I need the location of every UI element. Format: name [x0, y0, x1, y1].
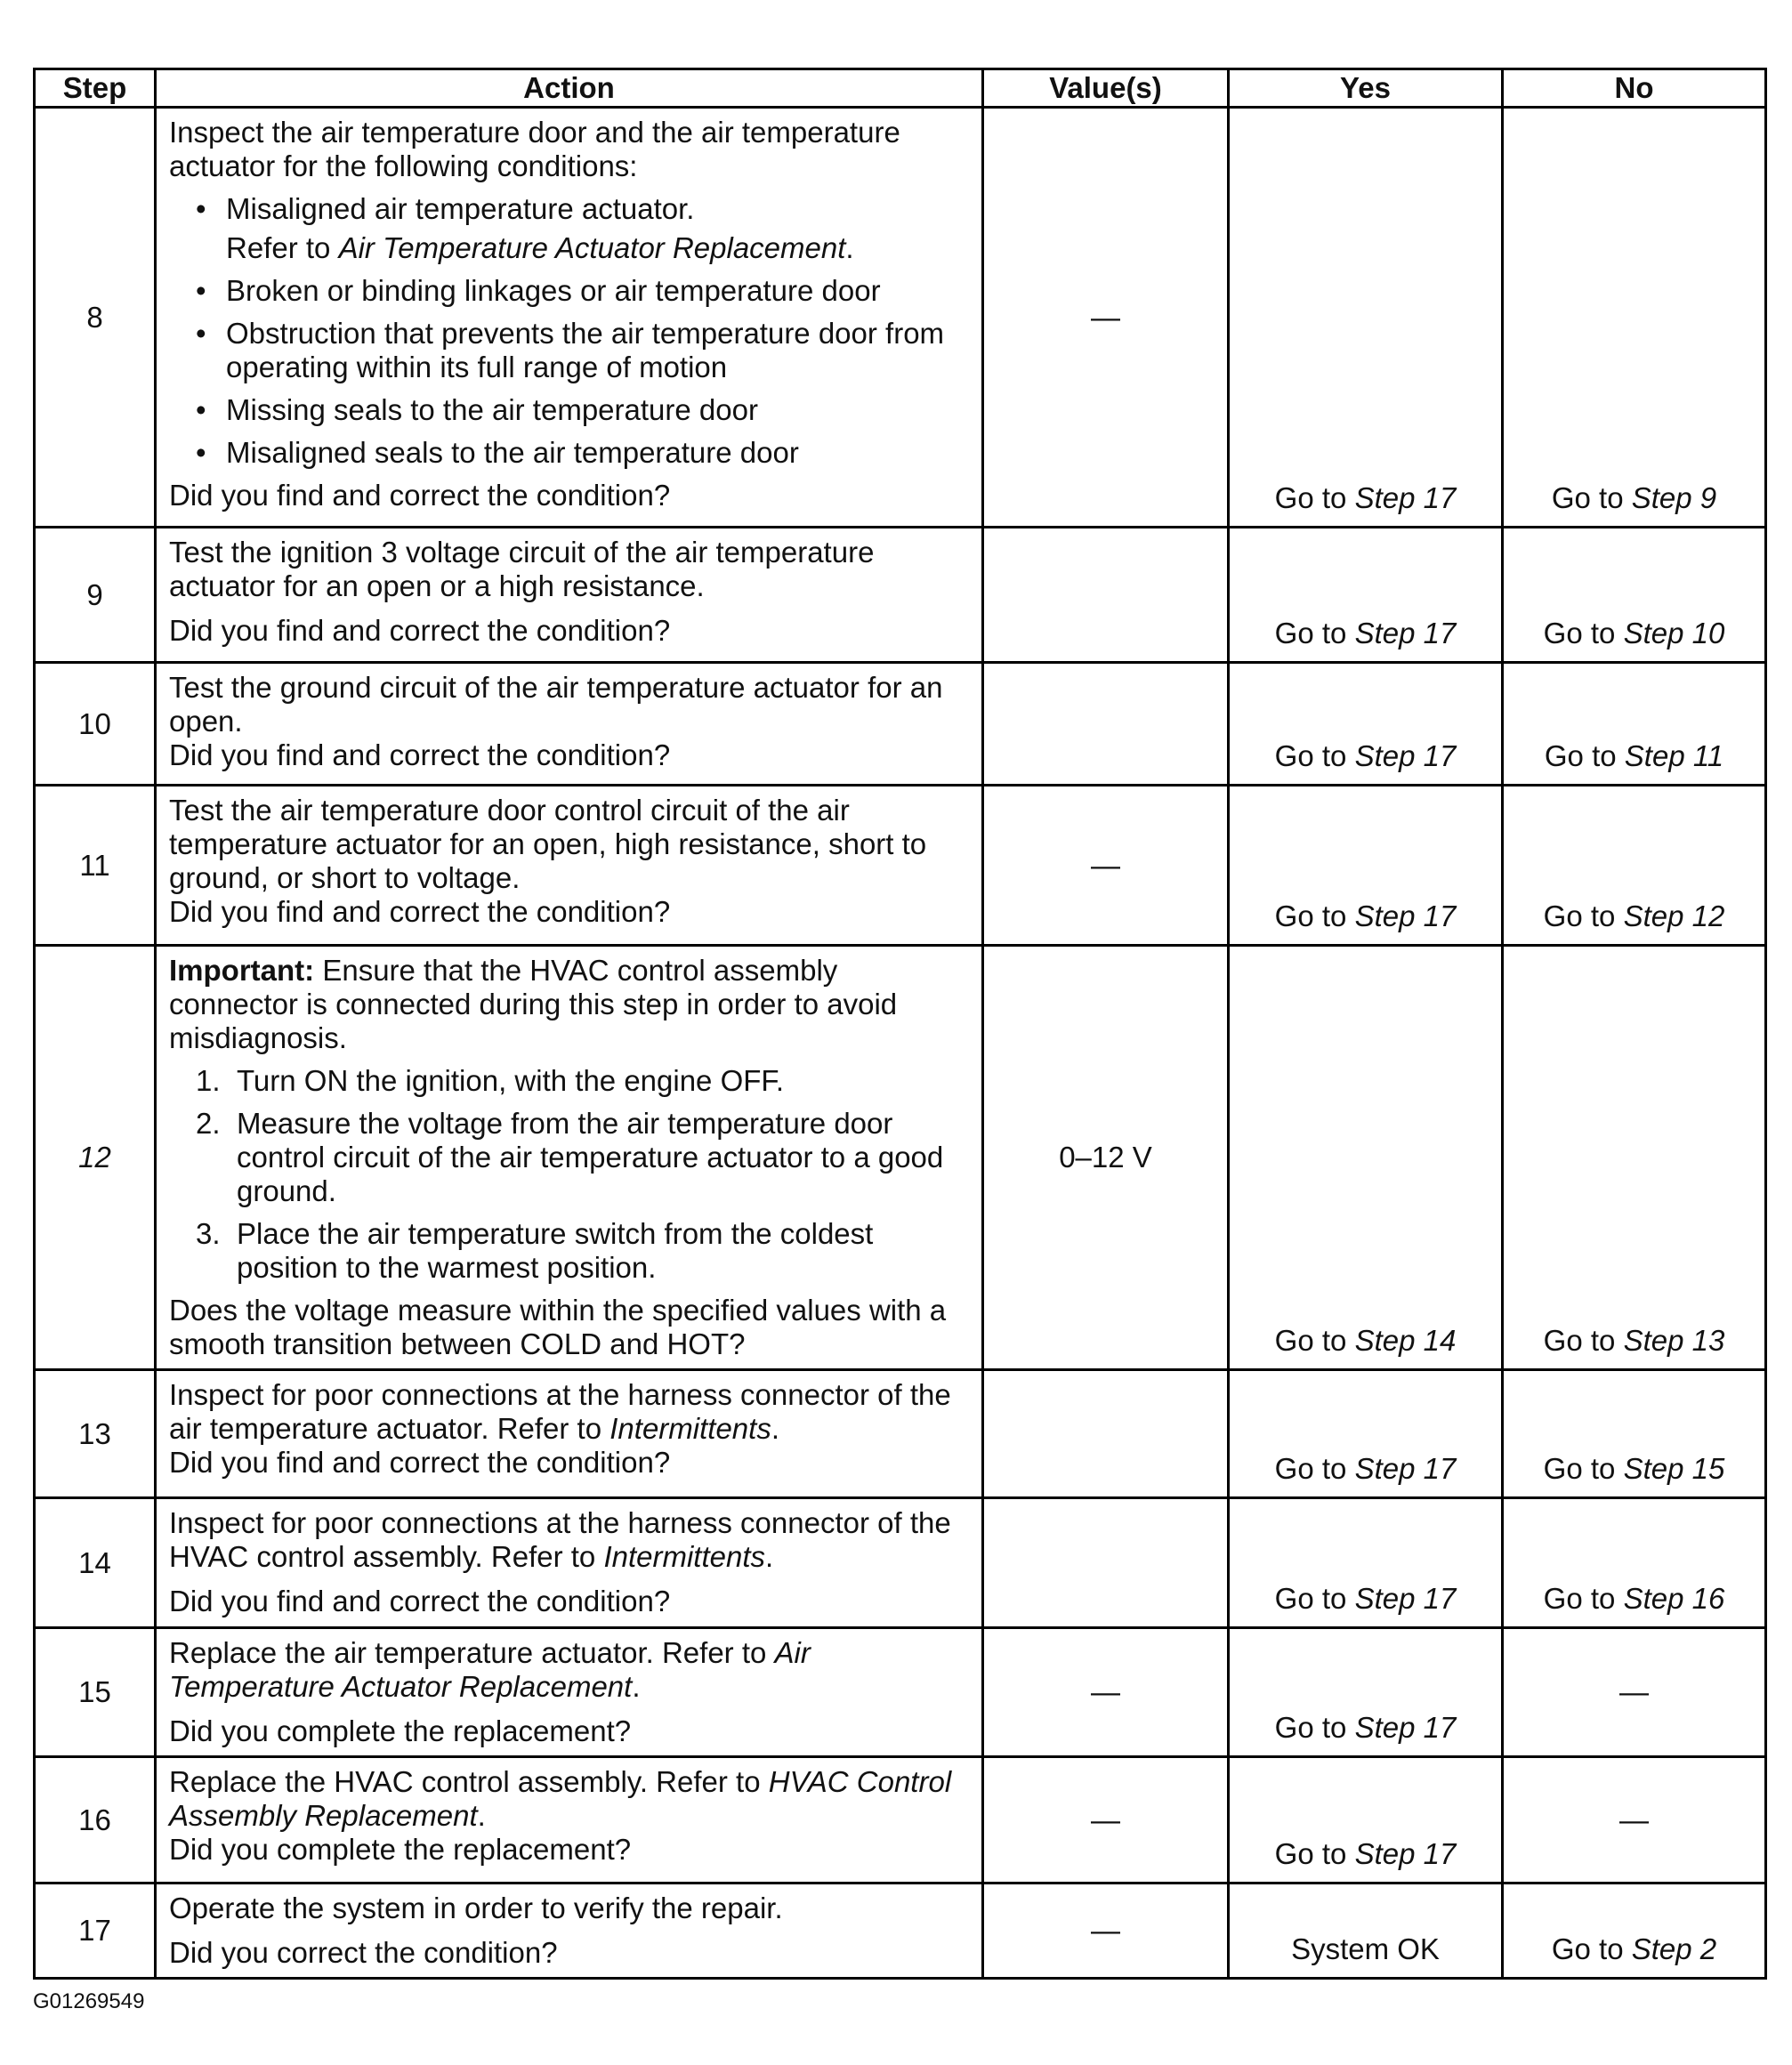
procedure-list: [169, 1064, 969, 1285]
action-intro: Operate the system in order to verify the repair.: [169, 1892, 783, 1924]
action-cell: [156, 1498, 983, 1628]
table-row: [35, 108, 1766, 528]
list-item: • Misaligned air temperature actuator.: [169, 192, 969, 226]
no-cell: Go to Step 11: [1503, 663, 1766, 786]
table-row: [35, 1498, 1766, 1628]
condition-list: [169, 192, 969, 226]
table-row: [35, 528, 1766, 663]
no-cell: Go to Step 9: [1503, 108, 1766, 528]
value-cell: —: [983, 1757, 1229, 1884]
value-cell: [983, 663, 1229, 786]
action-intro: Inspect for poor connections at the harness connector of the HVAC control assembly. Refer to Intermittents.: [169, 1506, 951, 1573]
step-number: 10: [35, 663, 156, 786]
header-values: Value(s): [983, 69, 1229, 108]
no-cell: Go to Step 15: [1503, 1370, 1766, 1498]
reference-line: Refer to Air Temperature Actuator Replacement.: [226, 231, 854, 264]
no-step-ref: Step 12: [1623, 899, 1725, 932]
no-cell: Go to Step 12: [1503, 786, 1766, 946]
table-row: [35, 1884, 1766, 1979]
action-intro: Replace the air temperature actuator. Refer to Air Temperature Actuator Replacement.: [169, 1636, 811, 1703]
step-number: 17: [35, 1884, 156, 1979]
yes-cell: Go to Step 17: [1229, 528, 1503, 663]
step-number: 16: [35, 1757, 156, 1884]
action-question: Did you complete the replacement?: [169, 1714, 632, 1747]
action-cell: [156, 108, 983, 528]
action-cell: [156, 1370, 983, 1498]
reference-link-text: Intermittents: [603, 1540, 766, 1573]
action-question: Did you find and correct the condition?: [169, 1446, 671, 1479]
no-cell: Go to Step 13: [1503, 946, 1766, 1370]
action-question: Did you find and correct the condition?: [169, 479, 671, 512]
yes-cell: Go to Step 17: [1229, 1370, 1503, 1498]
list-item: • Misaligned seals to the air temperature door: [169, 436, 969, 470]
list-item: 2. Measure the voltage from the air temperature door control circuit of the air temperature actuator to a good ground.: [196, 1107, 944, 1207]
no-step-ref: Step 2: [1631, 1932, 1717, 1965]
header-row: [35, 69, 1766, 108]
no-step-ref: Step 10: [1623, 617, 1725, 649]
reference-link-text: Intermittents: [609, 1412, 771, 1445]
action-question: Did you correct the condition?: [169, 1936, 558, 1969]
action-cell: [156, 663, 983, 786]
list-item: • Obstruction that prevents the air temperature door from operating within its full range of motion: [169, 317, 969, 384]
action-cell: [156, 786, 983, 946]
value-cell: [983, 1370, 1229, 1498]
yes-cell: Go to Step 17: [1229, 108, 1503, 528]
action-question: Did you find and correct the condition?: [169, 614, 671, 647]
step-number: 8: [35, 108, 156, 528]
table-row: [35, 946, 1766, 1370]
action-intro: Replace the HVAC control assembly. Refer to HVAC Control Assembly Replacement.: [169, 1765, 952, 1832]
value-cell: —: [983, 108, 1229, 528]
action-intro: Test the ground circuit of the air temperature actuator for an open.: [169, 671, 943, 738]
no-step-ref: Step 9: [1631, 481, 1717, 514]
action-intro: Inspect the air temperature door and the air temperature actuator for the following conditions:: [169, 116, 900, 182]
no-step-ref: Step 16: [1623, 1582, 1725, 1615]
important-label: Important:: [169, 954, 315, 987]
value-cell: —: [983, 1884, 1229, 1979]
table-row: [35, 1757, 1766, 1884]
figure-id: G01269549: [33, 1989, 145, 2013]
yes-step-ref: Step 17: [1354, 1837, 1457, 1870]
no-cell: Go to Step 2: [1503, 1884, 1766, 1979]
yes-step-ref: Step 17: [1354, 481, 1457, 514]
list-item: • Missing seals to the air temperature door: [169, 393, 969, 427]
action-question: Does the voltage measure within the specified values with a smooth transition between COLD and HOT?: [169, 1294, 947, 1360]
list-item: • Broken or binding linkages or air temperature door: [169, 274, 969, 308]
yes-step-ref: Step 17: [1354, 1711, 1457, 1744]
action-cell: [156, 1884, 983, 1979]
header-no: No: [1503, 69, 1766, 108]
yes-step-ref: Step 17: [1354, 1452, 1457, 1485]
no-step-ref: Step 15: [1623, 1452, 1725, 1485]
list-item: 1. Turn ON the ignition, with the engine OFF.: [196, 1064, 785, 1097]
yes-cell: Go to Step 17: [1229, 1628, 1503, 1757]
action-intro: Test the ignition 3 voltage circuit of the air temperature actuator for an open or a high resistance.: [169, 536, 875, 602]
value-cell: —: [983, 786, 1229, 946]
action-cell: [156, 1628, 983, 1757]
condition-list: [169, 274, 969, 470]
header-yes: Yes: [1229, 69, 1503, 108]
yes-cell: Go to Step 17: [1229, 1498, 1503, 1628]
important-note: Important: Ensure that the HVAC control assembly connector is connected during this step in order to avoid misdiagnosis.: [169, 954, 898, 1054]
no-step-ref: Step 11: [1624, 739, 1724, 772]
table-row: [35, 786, 1766, 946]
list-item: 3. Place the air temperature switch from the coldest position to the warmest position.: [196, 1217, 874, 1284]
step-number: 15: [35, 1628, 156, 1757]
yes-cell: Go to Step 14: [1229, 946, 1503, 1370]
diagnostic-table: [33, 68, 1767, 1980]
no-cell: —: [1503, 1628, 1766, 1757]
yes-cell: Go to Step 17: [1229, 786, 1503, 946]
value-cell: [983, 1498, 1229, 1628]
action-question: Did you find and correct the condition?: [169, 738, 671, 771]
action-intro: Test the air temperature door control circuit of the air temperature actuator for an open, high resistance, short to ground, or short to voltage.: [169, 794, 927, 894]
value-cell: —: [983, 1628, 1229, 1757]
reference-link-text: Air Temperature Actuator Replacement: [169, 1636, 811, 1703]
no-cell: Go to Step 16: [1503, 1498, 1766, 1628]
no-cell: —: [1503, 1757, 1766, 1884]
step-number: 12: [35, 946, 156, 1370]
table-row: [35, 1370, 1766, 1498]
no-step-ref: Step 13: [1623, 1324, 1725, 1357]
yes-cell: Go to Step 17: [1229, 663, 1503, 786]
yes-cell: Go to Step 17: [1229, 1757, 1503, 1884]
yes-step-ref: Step 17: [1354, 739, 1457, 772]
table-row: [35, 663, 1766, 786]
action-cell: [156, 946, 983, 1370]
step-number: 11: [35, 786, 156, 946]
table-row: [35, 1628, 1766, 1757]
reference-link-text: HVAC Control Assembly Replacement: [169, 1765, 952, 1832]
action-cell: [156, 1757, 983, 1884]
action-question: Did you complete the replacement?: [169, 1833, 632, 1866]
yes-step-ref: Step 14: [1354, 1324, 1457, 1357]
yes-cell: System OK: [1229, 1884, 1503, 1979]
action-question: Did you find and correct the condition?: [169, 895, 671, 928]
action-cell: [156, 528, 983, 663]
action-question: Did you find and correct the condition?: [169, 1585, 671, 1617]
action-intro: Inspect for poor connections at the harness connector of the air temperature actuator. Refer to Intermittents.: [169, 1378, 951, 1445]
no-cell: Go to Step 10: [1503, 528, 1766, 663]
value-cell: 0–12 V: [983, 946, 1229, 1370]
yes-step-ref: Step 17: [1354, 1582, 1457, 1615]
value-cell: [983, 528, 1229, 663]
yes-step-ref: Step 17: [1354, 617, 1457, 649]
step-number: 13: [35, 1370, 156, 1498]
header-step: Step: [35, 69, 156, 108]
step-number: 9: [35, 528, 156, 663]
reference-link-text: Air Temperature Actuator Replacement: [338, 231, 846, 264]
header-action: Action: [156, 69, 983, 108]
step-number: 14: [35, 1498, 156, 1628]
yes-step-ref: Step 17: [1354, 899, 1457, 932]
